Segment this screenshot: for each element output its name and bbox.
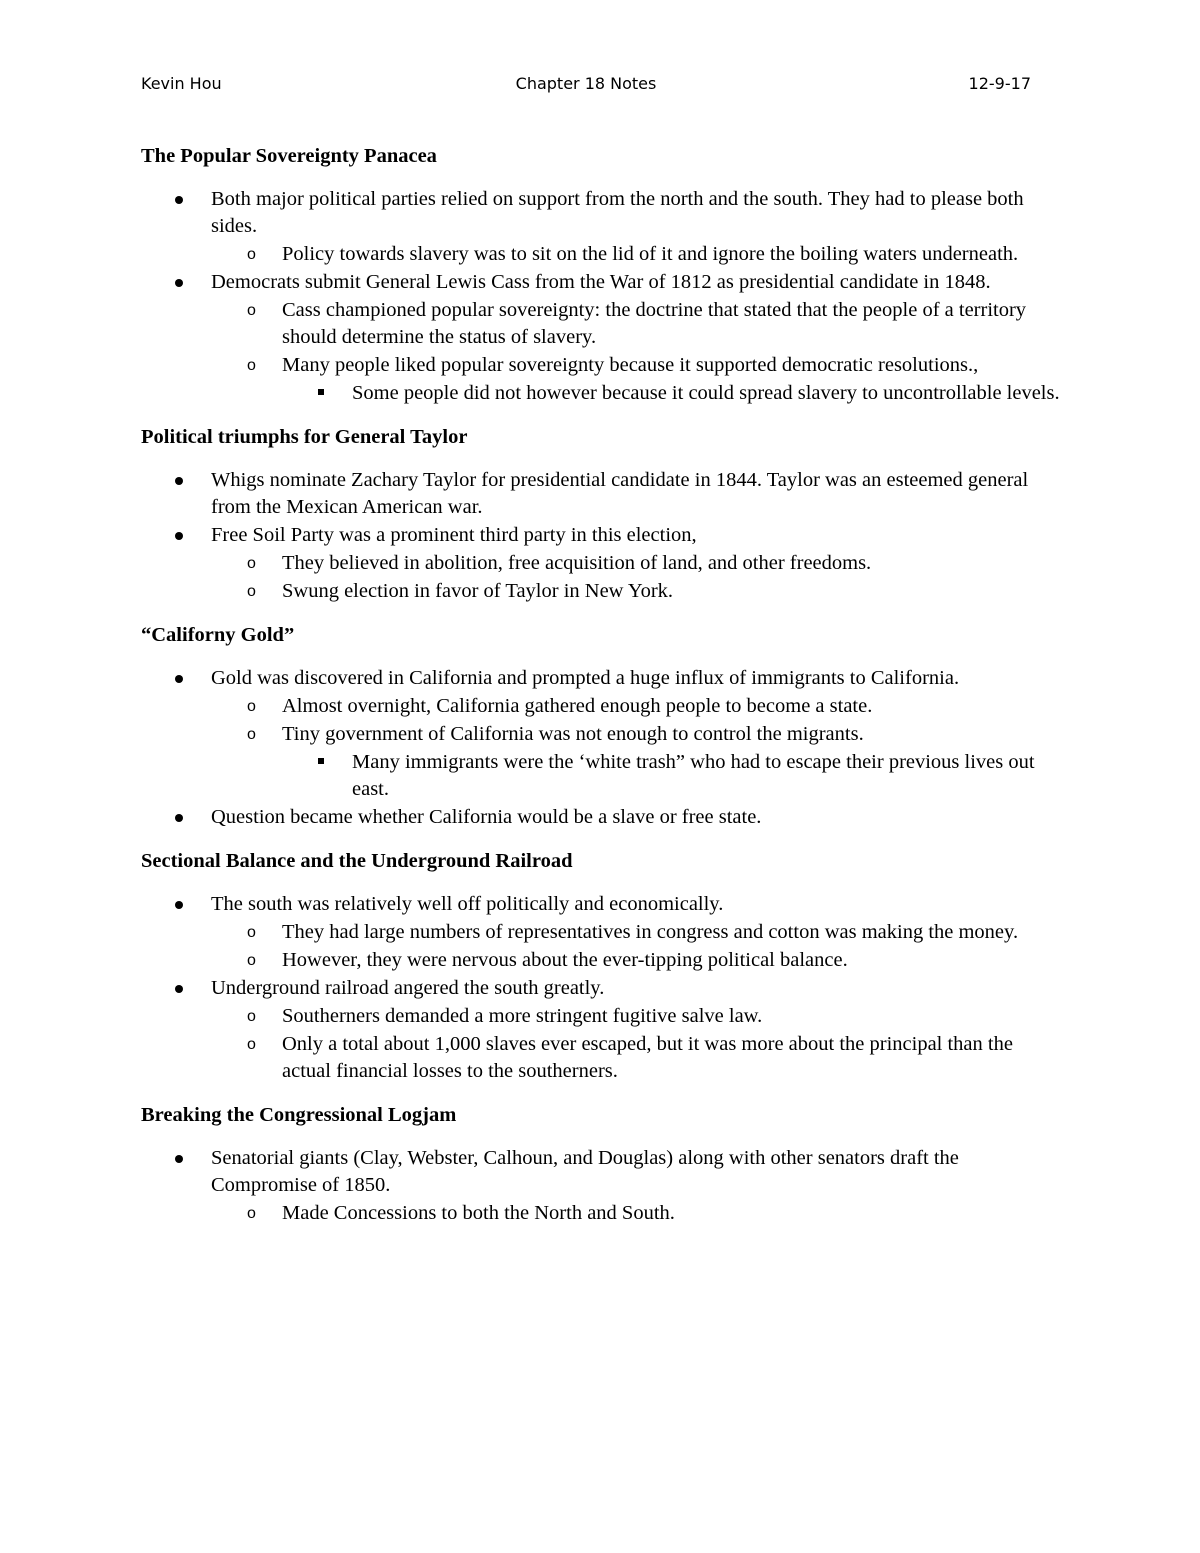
list-item [141, 1031, 1061, 1085]
bullet-list [141, 1145, 1061, 1227]
section-heading: Sectional Balance and the Underground Railroad [141, 850, 573, 872]
list-item [141, 665, 1061, 692]
list-item [141, 947, 1061, 974]
header-author: Kevin Hou [141, 74, 222, 93]
circle-bullet-icon: o [247, 357, 256, 374]
circle-bullet-icon: o [247, 302, 256, 319]
bullet-icon [175, 985, 183, 993]
list-item-text: The south was relatively well off politically and economically. [211, 893, 724, 915]
notes-body [141, 141, 1061, 1242]
circle-bullet-icon: o [247, 952, 256, 969]
list-item [141, 919, 1061, 946]
circle-bullet-icon: o [247, 1036, 256, 1053]
list-item [141, 1003, 1061, 1030]
header-title: Chapter 18 Notes [515, 74, 657, 93]
bullet-icon [175, 675, 183, 683]
list-item [141, 241, 1061, 268]
list-item [141, 297, 1061, 351]
bullet-icon [175, 477, 183, 485]
list-item [141, 352, 1061, 379]
list-item-text: They believed in abolition, free acquisition of land, and other freedoms. [282, 552, 872, 574]
list-item-text: Cass championed popular sovereignty: the doctrine that stated that the people of a territory should determine the status of slavery. [282, 299, 1027, 348]
notes-section [141, 422, 1061, 605]
notes-section [141, 1100, 1061, 1227]
section-heading: Breaking the Congressional Logjam [141, 1104, 457, 1126]
bullet-list [141, 186, 1061, 407]
list-item-text: Underground railroad angered the south greatly. [211, 977, 605, 999]
list-item [141, 1200, 1061, 1227]
list-item [141, 721, 1061, 748]
list-item-text: However, they were nervous about the ever-tipping political balance. [282, 949, 848, 971]
list-item [141, 749, 1061, 803]
square-bullet-icon [318, 758, 324, 764]
list-item-text: Many people liked popular sovereignty because it supported democratic resolutions., [282, 354, 979, 376]
section-heading: Political triumphs for General Taylor [141, 426, 468, 448]
circle-bullet-icon: o [247, 698, 256, 715]
list-item-text: Only a total about 1,000 slaves ever escaped, but it was more about the principal than the actual financial losses to the southerners. [282, 1033, 1013, 1082]
bullet-list [141, 891, 1061, 1085]
circle-bullet-icon: o [247, 924, 256, 941]
list-item-text: Democrats submit General Lewis Cass from the War of 1812 as presidential candidate in 1848. [211, 271, 991, 293]
notes-section [141, 846, 1061, 1085]
list-item [141, 467, 1061, 521]
list-item [141, 975, 1061, 1002]
list-item-text: Almost overnight, California gathered enough people to become a state. [282, 695, 873, 717]
list-item-text: Senatorial giants (Clay, Webster, Calhoun, and Douglas) along with other senators draft the Compromise of 1850. [211, 1147, 959, 1196]
notes-section [141, 620, 1061, 831]
list-item [141, 186, 1061, 240]
list-item-text: Swung election in favor of Taylor in New York. [282, 580, 674, 602]
list-item-text: Some people did not however because it could spread slavery to uncontrollable levels. [352, 382, 1060, 404]
circle-bullet-icon: o [247, 555, 256, 572]
bullet-icon [175, 532, 183, 540]
list-item [141, 578, 1061, 605]
list-item-text: Many immigrants were the ‘white trash” who had to escape their previous lives out east. [352, 751, 1035, 800]
circle-bullet-icon: o [247, 1008, 256, 1025]
list-item-text: Tiny government of California was not enough to control the migrants. [282, 723, 864, 745]
circle-bullet-icon: o [247, 726, 256, 743]
bullet-list [141, 665, 1061, 831]
list-item-text: Gold was discovered in California and prompted a huge influx of immigrants to California. [211, 667, 960, 689]
list-item-text: Policy towards slavery was to sit on the lid of it and ignore the boiling waters underneath. [282, 243, 1019, 265]
list-item [141, 693, 1061, 720]
list-item [141, 891, 1061, 918]
bullet-icon [175, 196, 183, 204]
list-item-text: Made Concessions to both the North and South. [282, 1202, 675, 1224]
bullet-icon [175, 901, 183, 909]
circle-bullet-icon: o [247, 583, 256, 600]
section-heading: The Popular Sovereignty Panacea [141, 145, 437, 167]
circle-bullet-icon: o [247, 246, 256, 263]
list-item [141, 1145, 1061, 1199]
list-item [141, 380, 1061, 407]
header-date: 12-9-17 [968, 74, 1031, 93]
list-item-text: Both major political parties relied on support from the north and the south. They had to please both sides. [211, 188, 1024, 237]
bullet-icon [175, 814, 183, 822]
list-item-text: Question became whether California would be a slave or free state. [211, 806, 762, 828]
list-item-text: They had large numbers of representatives in congress and cotton was making the money. [282, 921, 1019, 943]
bullet-icon [175, 1155, 183, 1163]
list-item-text: Free Soil Party was a prominent third party in this election, [211, 524, 697, 546]
list-item [141, 269, 1061, 296]
list-item [141, 550, 1061, 577]
list-item [141, 804, 1061, 831]
notes-section [141, 141, 1061, 407]
square-bullet-icon [318, 389, 324, 395]
bullet-icon [175, 279, 183, 287]
section-heading: “Californy Gold” [141, 624, 295, 646]
page-header [141, 74, 1031, 100]
list-item [141, 522, 1061, 549]
list-item-text: Whigs nominate Zachary Taylor for presidential candidate in 1844. Taylor was an esteemed general from the Mexican American war. [211, 469, 1029, 518]
circle-bullet-icon: o [247, 1205, 256, 1222]
list-item-text: Southerners demanded a more stringent fugitive salve law. [282, 1005, 763, 1027]
bullet-list [141, 467, 1061, 605]
